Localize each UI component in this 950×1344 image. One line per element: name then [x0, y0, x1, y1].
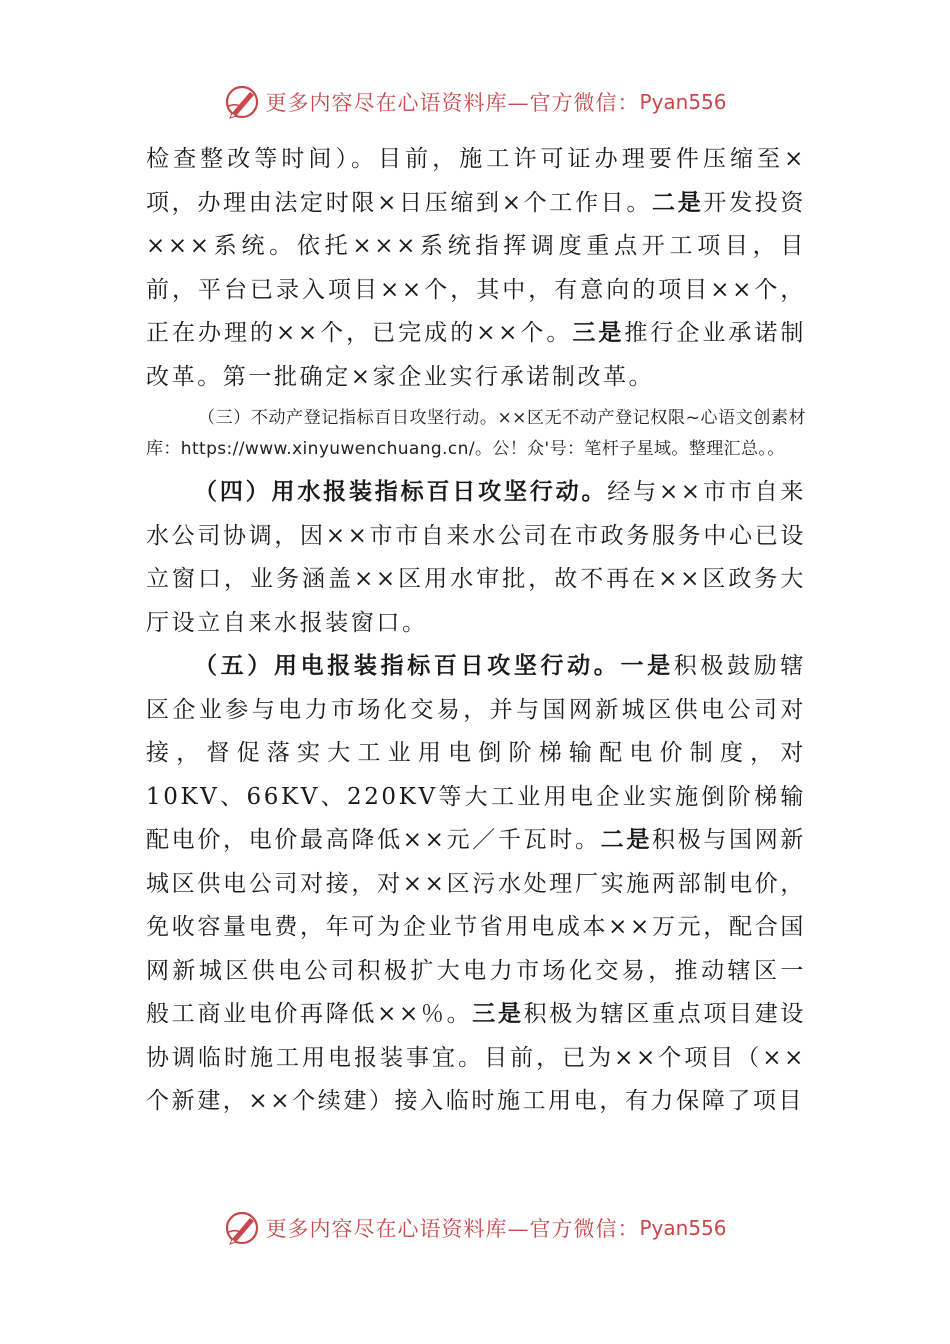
bold-marker: 三是 — [472, 1001, 524, 1027]
bold-marker: 二是 — [600, 827, 653, 853]
section-heading: （四）用水报装指标百日攻坚行动。 — [194, 479, 608, 505]
section-heading: （五）用电报装指标百日攻坚行动。 — [194, 653, 621, 679]
banner-wechat-id: Pyan556 — [639, 90, 727, 114]
paragraph-electricity-connection — [146, 645, 806, 1124]
paragraph-water-connection — [146, 471, 806, 645]
pen-logo-icon — [223, 83, 261, 121]
pen-logo-icon — [223, 1209, 261, 1247]
text: 积极为辖区重点项目建设协调临时施工用电报装事宜。目前，已为××个项目（××个新建，××个续建）接入临时施工用电，有力保障了项目 — [146, 1001, 806, 1114]
text: 推行企业承诺制改革。第一批确定×家企业实行承诺制改革。 — [146, 320, 807, 390]
banner-text: 更多内容尽在心语资料库—官方微信： — [265, 1217, 640, 1241]
bold-marker: 二是 — [652, 189, 704, 216]
paragraph-building-permit — [146, 138, 806, 399]
header-banner — [0, 80, 950, 124]
footer-banner — [0, 1206, 950, 1250]
text: 检查整改等时间）。目前，施工许可证办理要件压缩至×项，办理由法定时限×日压缩到×个工作日。 — [146, 146, 806, 216]
bold-marker: 三是 — [572, 320, 625, 346]
paragraph-real-estate-registration: （三）不动产登记指标百日攻坚行动。××区无不动产登记权限~心语文创素材库：https://www.xinyuwenchuang.cn/。公！众'号：笔杆子星域。整理汇总。。 — [146, 408, 806, 459]
banner-wechat-id: Pyan556 — [639, 1216, 727, 1240]
text: 开发投资×××系统。依托×××系统指挥调度重点开工项目，目前，平台已录入项目××个，其中，有意向的项目××个，正在办理的××个，已完成的××个。 — [146, 189, 807, 346]
text: 积极鼓励辖区企业参与电力市场化交易，并与国网新城区供电公司对接，督促落实大工业用电倒阶梯输配电价制度，对10KV、66KV、220KV等大工业用电企业实施倒阶梯输配电价，电价最高降低××元／千瓦时。 — [146, 653, 806, 853]
bold-marker: 一是 — [620, 653, 674, 679]
text: 经与××市市自来水公司协调，因××市市自来水公司在市政务服务中心已设立窗口，业务涵盖××区用水审批，故不再在××区政务大厅设立自来水报装窗口。 — [146, 479, 807, 636]
banner-text: 更多内容尽在心语资料库—官方微信： — [265, 91, 640, 115]
text: 积极与国网新城区供电公司对接，对××区污水处理厂实施两部制电价，免收容量电费，年可为企业节省用电成本××万元，配合国网新城区供电公司积极扩大电力市场化交易，推动辖区一般工商业电价再降低××％。 — [146, 827, 806, 1027]
document-body — [146, 138, 806, 1124]
